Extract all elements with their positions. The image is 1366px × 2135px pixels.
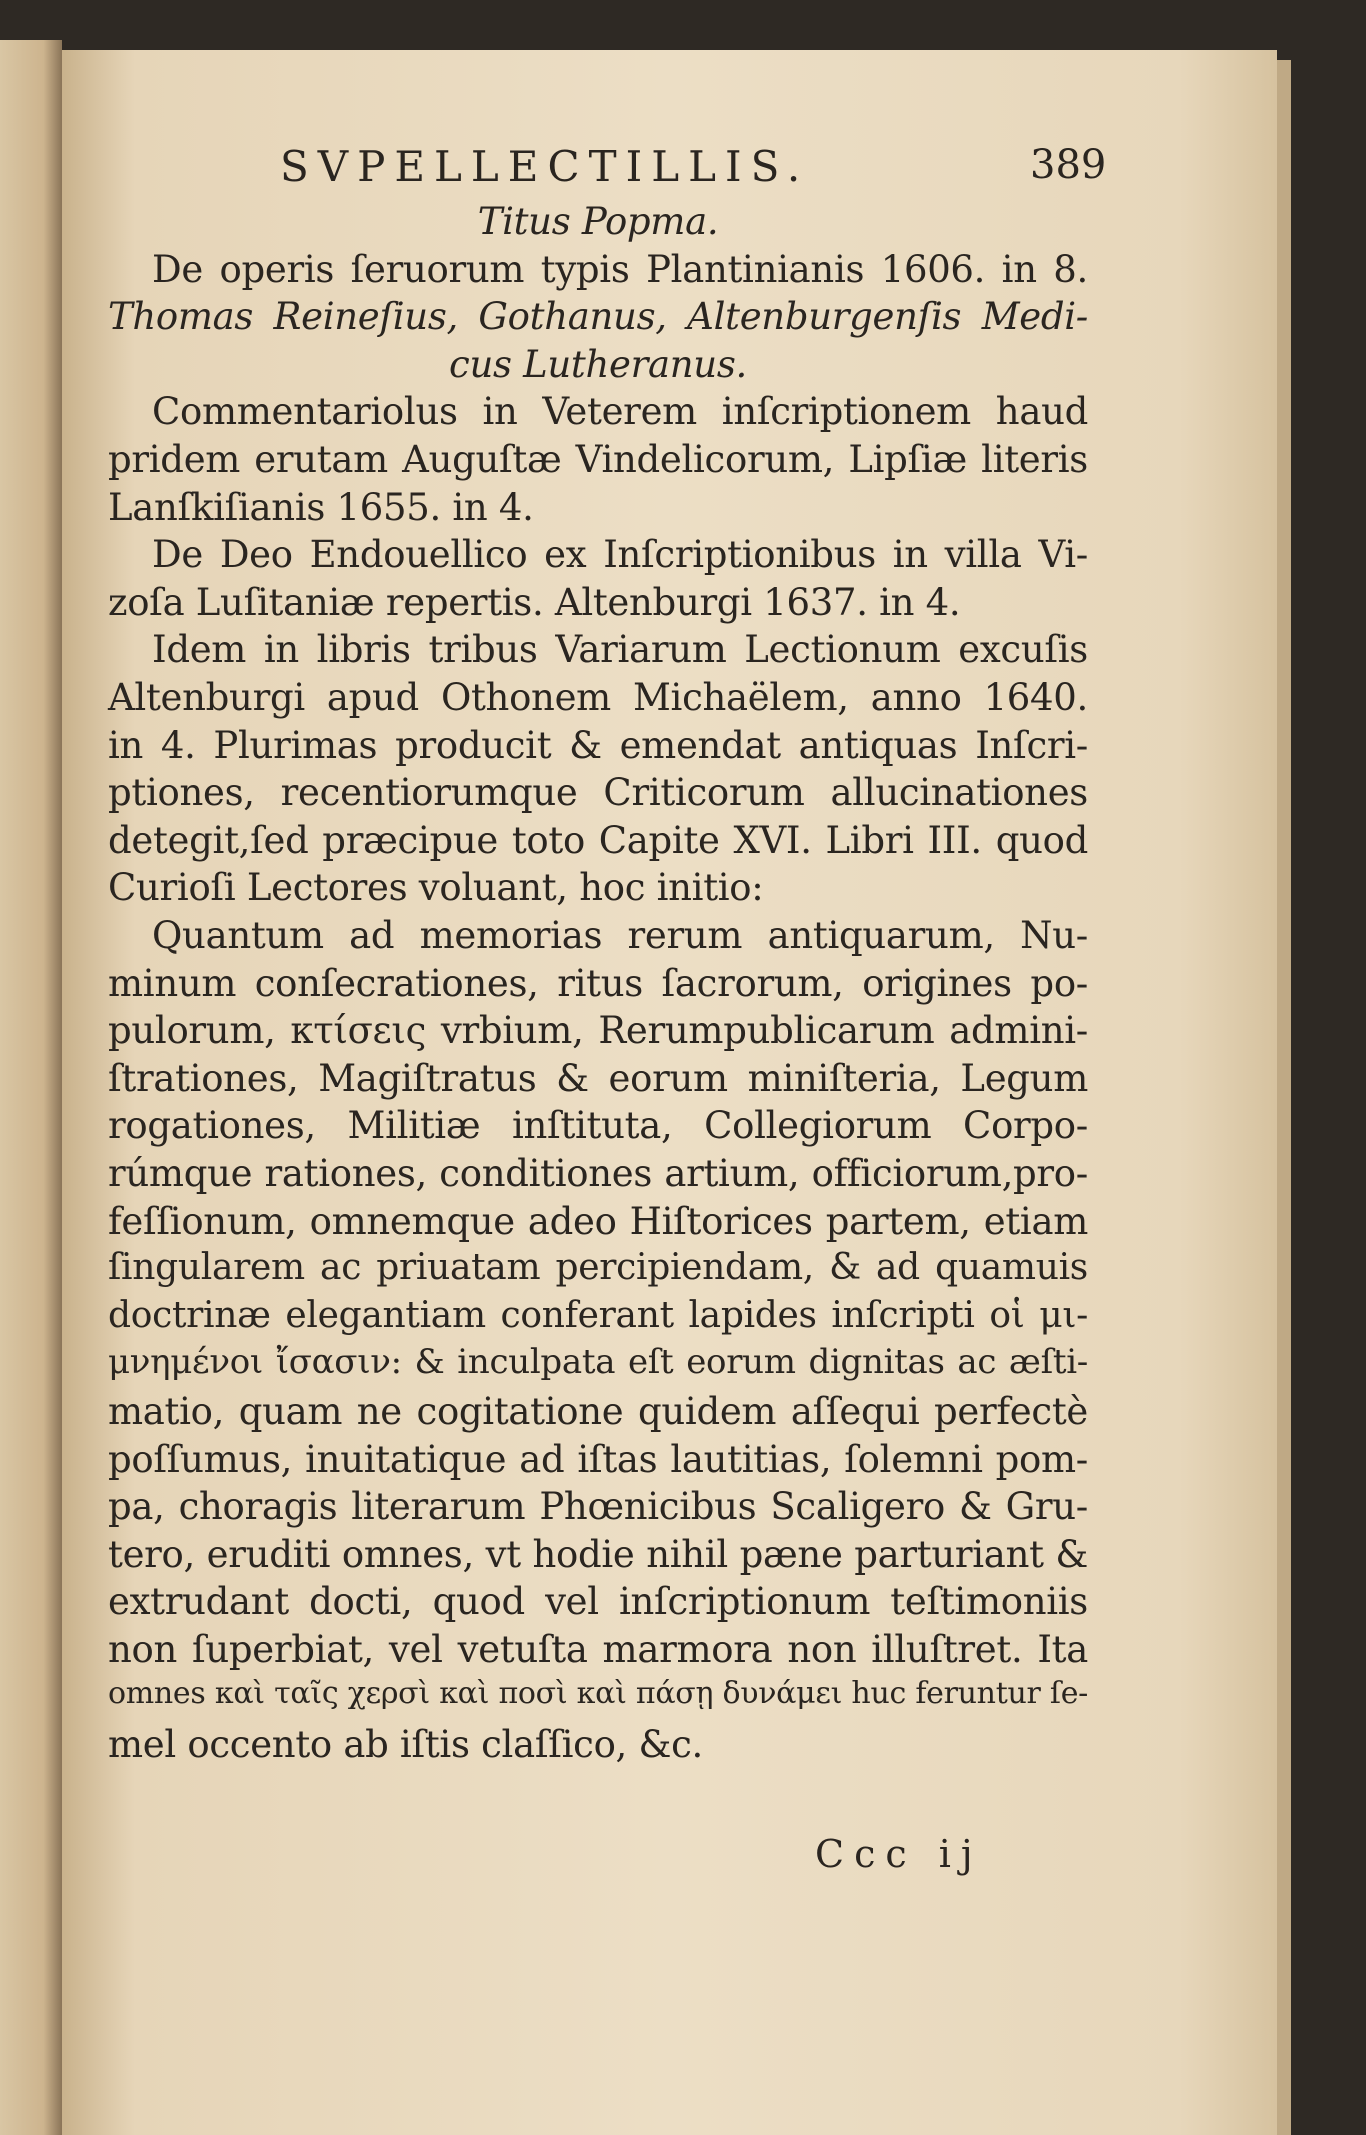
text-line: mel occento ab iſtis claſſico, &c. [108,1723,703,1767]
text-line: De operis ſeruorum typis Plantinianis 1606. in 8. [152,247,1088,291]
text-line: Titus Popma. [477,200,719,243]
text-line: Idem in libris tribus Variarum Lectionum excuſis [152,628,1088,672]
text-line: ſingularem ac priuatam percipiendam, & ad quamuis [108,1247,1088,1289]
text-line: doctrinæ elegantiam conferant lapides inſcripti οἱ μι- [108,1294,1088,1336]
text-line: cus Lutheranus. [449,342,747,386]
text-line: omnes καὶ ταῖς χερσὶ καὶ ποσὶ καὶ πάσῃ δυνάμει huc feruntur ſe- [108,1675,1088,1711]
text-line: non ſuperbiat, vel vetuſta marmora non illuſtret. Ita [108,1628,1088,1671]
running-title: SVPELLECTILLIS. [280,142,810,191]
text-line: minum conſecrationes, ritus ſacrorum, origines po- [108,961,1088,1005]
text-line: μνημένοι ἴσασιν: & inculpata eſt eorum dignitas ac æſti- [108,1342,1088,1383]
signature-mark: Ccc ij [815,1832,983,1876]
text-line: Quantum ad memorias rerum antiquarum, Nu- [152,914,1088,957]
text-line: Commentariolus in Veterem inſcriptionem haud [152,390,1088,434]
text-line: pa, choragis literarum Phœnicibus Scaligero & Gru- [108,1485,1088,1529]
text-line: rúmque rationes, conditiones artium, officiorum,pro- [108,1152,1088,1195]
text-line: in 4. Plurimas producit & emendat antiquas Inſcri- [108,723,1088,767]
text-line: detegit,ſed præcipue toto Capite XVI. Libri III. quod [108,818,1088,862]
text-line: Thomas Reineſius, Gothanus, Altenburgenſis Medi- [108,295,1088,339]
text-line: Lanſkiſianis 1655. in 4. [108,485,534,529]
text-line: ſtrationes, Magiſtratus & eorum miniſteria, Legum [108,1056,1088,1100]
text-line: Curioſi Lectores voluant, hoc initio: [108,866,764,910]
text-line: pulorum, κτίσεις vrbium, Rerumpublicarum admini- [108,1009,1088,1053]
page-number: 389 [1030,142,1107,188]
text-line: zoſa Luſitaniæ repertis. Altenburgi 1637. in 4. [108,580,961,624]
text-line: Altenburgi apud Othonem Michaëlem, anno 1640. [108,676,1088,719]
page-edge [1277,60,1291,2135]
text-line: matio, quam ne cogitatione quidem aſſequi perfectè [108,1390,1088,1433]
text-line: ptiones, recentiorumque Criticorum allucinationes [108,771,1088,815]
text-line: extrudant docti, quod vel inſcriptionum teſtimoniis [108,1580,1088,1624]
text-line: De Deo Endouellico ex Inſcriptionibus in villa Vi- [152,533,1088,577]
text-line: tero, eruditi omnes, vt hodie nihil pæne parturiant & [108,1532,1088,1576]
facing-page-edge [0,40,62,2135]
text-line: pridem erutam Auguſtæ Vindelicorum, Lipſiæ literis [108,438,1088,481]
text-line: poſſumus, inuitatique ad iſtas lautitias, ſolemni pom- [108,1437,1088,1481]
text-line: rogationes, Militiæ inſtituta, Collegiorum Corpo- [108,1104,1088,1148]
text-line: feſſionum, omnemque adeo Hiſtorices partem, etiam [108,1199,1088,1243]
